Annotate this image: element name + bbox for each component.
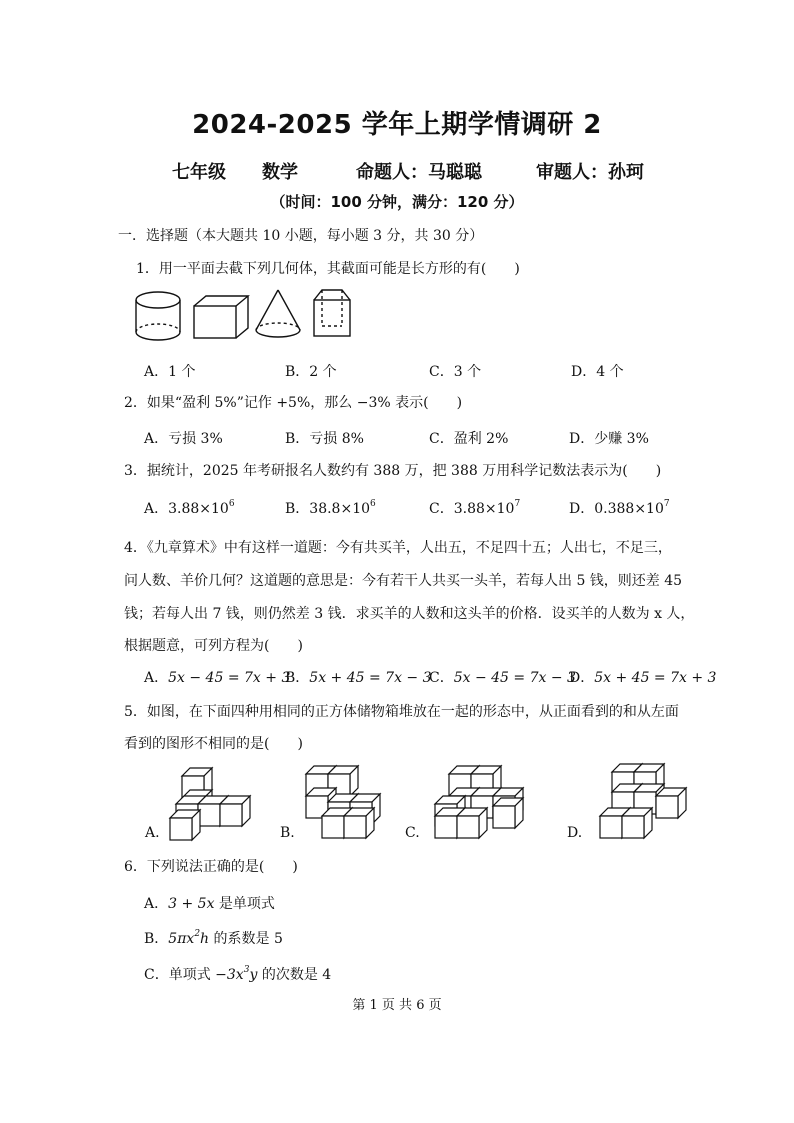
q5-label-c: C.: [405, 825, 420, 841]
subject-label: 数学: [262, 162, 298, 183]
q4-option-d: D．5x + 45 = 7x + 3: [569, 670, 717, 686]
author-label: 命题人：马聪聪: [356, 162, 482, 183]
section-heading: 一．选择题（本大题共 10 小题，每小题 3 分，共 30 分）: [118, 228, 484, 244]
question-6-stem: 6．下列说法正确的是( ): [124, 859, 298, 875]
q1-option-b: B．2 个: [285, 364, 337, 380]
q2-option-c: C．盈利 2%: [429, 431, 509, 447]
q3-option-c: C．$3.88\times 10^7$: [429, 499, 521, 517]
q5-figure-a: [150, 760, 260, 840]
q3-option-d: D．$0.388\times 10^7$: [569, 499, 670, 517]
q6-option-c: C．单项式 $-3x^3y$ 的次数是 4: [144, 965, 332, 983]
q1-shapes: [134, 288, 364, 348]
question-1-stem: 1．用一平面去截下列几何体，其截面可能是长方形的有( ): [136, 261, 520, 277]
q3-option-b: B．$38.8\times 10^6$: [285, 499, 376, 517]
q2-option-b: B．亏损 8%: [285, 431, 364, 447]
question-4-line-1: 4．《九章算术》中有这样一道题：今有共买羊，人出五，不足四十五；人出七，不足三，: [124, 540, 672, 556]
q6-option-a: A．3 + 5x 是单项式: [144, 896, 275, 912]
cone-icon: [256, 290, 300, 337]
time-info: （时间：100 分钟，满分：120 分）: [270, 193, 524, 211]
question-2-stem: 2．如果“盈利 5%”记作 +5%，那么 −3% 表示( ): [124, 395, 463, 411]
q5-figure-d: [592, 760, 712, 840]
page-footer: 第 1 页 共 6 页: [352, 998, 442, 1013]
prism-icon: [314, 290, 350, 336]
q4-option-b: B．5x + 45 = 7x − 3: [285, 670, 432, 686]
question-4-line-3: 钱；若每人出 7 钱，则仍然差 3 钱．求买羊的人数和这头羊的价格．设买羊的人数为 x 人，: [124, 606, 695, 622]
question-4-line-2: 问人数、羊价几何？这道题的意思是：今有若干人共买一头羊，若每人出 5 钱，则还差 45: [124, 573, 683, 589]
q1-option-c: C．3 个: [429, 364, 482, 380]
q1-option-a: A．1 个: [144, 364, 196, 380]
reviewer-label: 审题人：孙珂: [536, 162, 644, 183]
question-5-line-2: 看到的图形不相同的是( ): [124, 736, 303, 752]
q5-figure-b: [298, 760, 408, 840]
cuboid-icon: [194, 296, 248, 338]
q5-label-d: D.: [567, 825, 583, 841]
q4-option-c: C．5x − 45 = 7x − 3: [429, 670, 576, 686]
question-4-line-4: 根据题意，可列方程为( ): [124, 638, 303, 654]
q5-label-b: B.: [280, 825, 295, 841]
question-5-line-1: 5．如图，在下面四种用相同的正方体储物箱堆放在一起的形态中，从正面看到的和从左面: [124, 704, 679, 720]
cylinder-icon: [136, 292, 180, 340]
question-3-stem: 3．据统计，2025 年考研报名人数约有 388 万，把 388 万用科学记数法表示为( ): [124, 463, 662, 479]
grade-label: 七年级: [172, 162, 226, 183]
q5-label-a: A.: [145, 825, 160, 841]
q4-option-a: A．5x − 45 = 7x + 3: [144, 670, 291, 686]
q6-option-b: B．$5\pi x^2h$ 的系数是 5: [144, 929, 283, 947]
q1-option-d: D．4 个: [571, 364, 624, 380]
q2-option-a: A．亏损 3%: [144, 431, 223, 447]
q5-figure-c: [425, 760, 545, 840]
exam-title: 2024-2025 学年上期学情调研 2: [192, 110, 602, 140]
q2-option-d: D．少赚 3%: [569, 431, 649, 447]
q3-option-a: A．$3.88\times 10^6$: [144, 499, 235, 517]
